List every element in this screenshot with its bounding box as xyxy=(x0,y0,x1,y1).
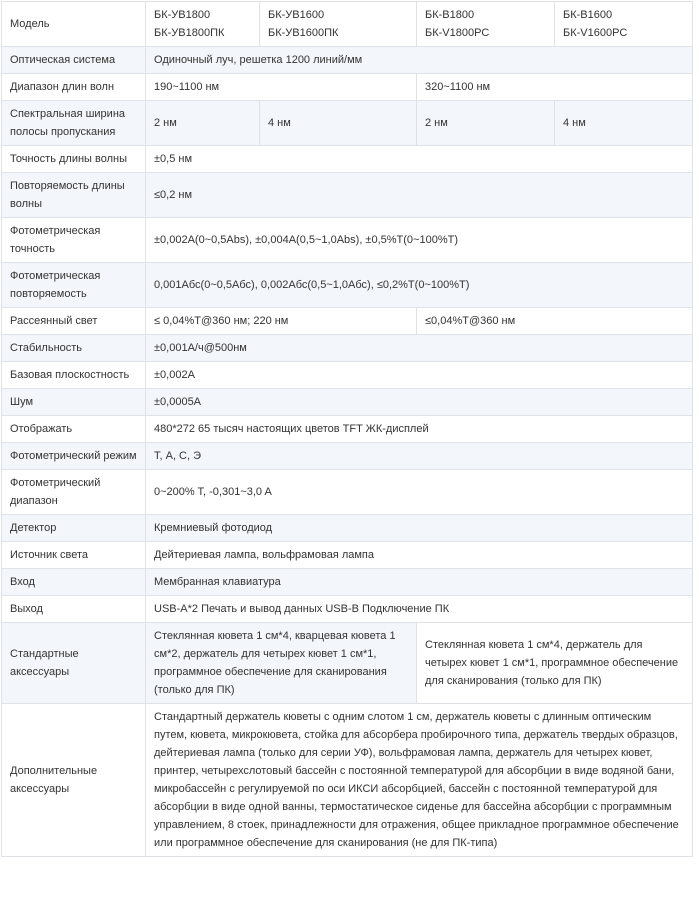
bandwidth-value-2: 4 нм xyxy=(260,101,417,146)
row-stability xyxy=(2,335,693,362)
row-range xyxy=(2,74,693,101)
add-acc-label: Дополнительные аксессуары xyxy=(2,704,146,857)
row-add-acc xyxy=(2,704,693,857)
row-photo-range xyxy=(2,470,693,515)
photo-mode-label: Фотометрический режим xyxy=(2,443,146,470)
add-acc-value: Стандартный держатель кюветы с одним слотом 1 см, держатель кюветы с длинным оптическим путем, кювета, микрокювета, стойка для абсорбера пробирочного типа, держатель твердых образцов, дейтериевая лампа (только для серии УФ), вольфрамовая лампа, держатель для четырех кювет, принтер, четырехслотовый бассейн с постоянной температурой для абсорбции в виде водяной бани, микробассейн с регулируемой по оси ИКСИ абсорбцией, бассейн с постоянной температурой для абсорбции в виде одной ванны, термостатическое сиденье для бассейна абсорбции с программным управлением, 8 стоек, принадлежности для отражения, общее прикладное программное обеспечение или программное обеспечение для сканирования (не для ПК-типа) xyxy=(146,704,693,857)
stability-value: ±0,001A/ч@500нм xyxy=(146,335,693,362)
display-value: 480*272 65 тысяч настоящих цветов TFT ЖК-дисплей xyxy=(146,416,693,443)
photo-mode-value: Т, А, С, Э xyxy=(146,443,693,470)
row-photo-mode xyxy=(2,443,693,470)
model-2-pc-name: БК-УВ1600ПК xyxy=(268,27,339,39)
stray-label: Рассеянный свет xyxy=(2,308,146,335)
baseline-value: ±0,002A xyxy=(146,362,693,389)
model-cell-1 xyxy=(146,2,260,47)
stability-label: Стабильность xyxy=(2,335,146,362)
output-value: USB-A*2 Печать и вывод данных USB-B Подключение ПК xyxy=(146,596,693,623)
row-input xyxy=(2,569,693,596)
range-label: Диапазон длин волн xyxy=(2,74,146,101)
stray-value-2: ≤0,04%T@360 нм xyxy=(417,308,693,335)
input-value: Мембранная клавиатура xyxy=(146,569,693,596)
noise-value: ±0,0005A xyxy=(146,389,693,416)
row-photo-accuracy xyxy=(2,218,693,263)
model-1-name: БК-УВ1800 xyxy=(154,9,211,21)
baseline-label: Базовая плоскостность xyxy=(2,362,146,389)
light-value: Дейтериевая лампа, вольфрамовая лампа xyxy=(146,542,693,569)
model-2-name: БК-УВ1600 xyxy=(268,9,325,21)
model-cell-4 xyxy=(555,2,693,47)
detector-value: Кремниевый фотодиод xyxy=(146,515,693,542)
row-bandwidth xyxy=(2,101,693,146)
accuracy-value: ±0,5 нм xyxy=(146,146,693,173)
row-light xyxy=(2,542,693,569)
range-value-2: 320~1100 нм xyxy=(417,74,693,101)
row-photo-repeat xyxy=(2,263,693,308)
accuracy-label: Точность длины волны xyxy=(2,146,146,173)
bandwidth-value-4: 4 нм xyxy=(555,101,693,146)
row-std-acc xyxy=(2,623,693,704)
std-acc-value-1: Стеклянная кювета 1 см*4, кварцевая кювета 1 см*2, держатель для четырех кювет 1 см*1, программное обеспечение для сканирования (только для ПК) xyxy=(146,623,417,704)
input-label: Вход xyxy=(2,569,146,596)
row-baseline xyxy=(2,362,693,389)
model-3-pc-name: БК-V1800PC xyxy=(425,27,490,39)
row-repeatability xyxy=(2,173,693,218)
row-output xyxy=(2,596,693,623)
model-cell-2 xyxy=(260,2,417,47)
bandwidth-label: Спектральная ширина полосы пропускания xyxy=(2,101,146,146)
model-1-pc-name: БК-УВ1800ПК xyxy=(154,27,225,39)
model-cell-3 xyxy=(417,2,555,47)
model-label: Модель xyxy=(2,2,146,47)
optical-value: Одиночный луч, решетка 1200 линий/мм xyxy=(146,47,693,74)
row-stray xyxy=(2,308,693,335)
photo-range-value: 0~200% T, -0,301~3,0 A xyxy=(146,470,693,515)
row-display xyxy=(2,416,693,443)
row-model xyxy=(2,2,693,47)
photo-repeat-label: Фотометрическая повторяемость xyxy=(2,263,146,308)
bandwidth-value-1: 2 нм xyxy=(146,101,260,146)
model-3-name: БК-В1800 xyxy=(425,9,475,21)
row-optical xyxy=(2,47,693,74)
range-value-1: 190~1100 нм xyxy=(146,74,417,101)
row-noise xyxy=(2,389,693,416)
spec-table xyxy=(1,1,693,857)
light-label: Источник света xyxy=(2,542,146,569)
row-accuracy xyxy=(2,146,693,173)
std-acc-label: Стандартные аксессуары xyxy=(2,623,146,704)
optical-label: Оптическая система xyxy=(2,47,146,74)
bandwidth-value-3: 2 нм xyxy=(417,101,555,146)
stray-value-1: ≤ 0,04%T@360 нм; 220 нм xyxy=(146,308,417,335)
repeatability-value: ≤0,2 нм xyxy=(146,173,693,218)
photo-range-label: Фотометрический диапазон xyxy=(2,470,146,515)
display-label: Отображать xyxy=(2,416,146,443)
detector-label: Детектор xyxy=(2,515,146,542)
std-acc-value-2: Стеклянная кювета 1 см*4, держатель для четырех кювет 1 см*1, программное обеспечение для сканирования (только для ПК) xyxy=(417,623,693,704)
output-label: Выход xyxy=(2,596,146,623)
photo-repeat-value: 0,001Абс(0~0,5Абс), 0,002Абс(0,5~1,0Абс), ≤0,2%T(0~100%T) xyxy=(146,263,693,308)
noise-label: Шум xyxy=(2,389,146,416)
row-detector xyxy=(2,515,693,542)
photo-accuracy-value: ±0,002A(0~0,5Abs), ±0,004A(0,5~1,0Abs), ±0,5%T(0~100%T) xyxy=(146,218,693,263)
repeatability-label: Повторяемость длины волны xyxy=(2,173,146,218)
photo-accuracy-label: Фотометрическая точность xyxy=(2,218,146,263)
model-4-pc-name: БК-V1600PC xyxy=(563,27,628,39)
model-4-name: БК-В1600 xyxy=(563,9,613,21)
